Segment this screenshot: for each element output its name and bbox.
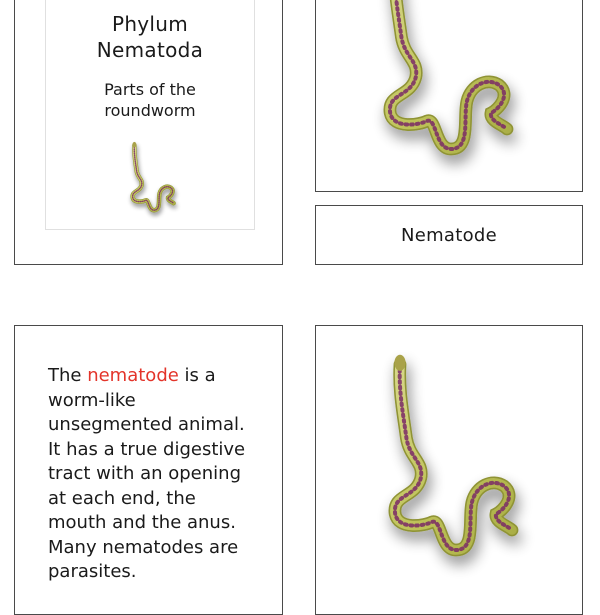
label-text: Nematode: [400, 224, 498, 246]
definition-prefix: The: [48, 365, 88, 386]
label-card: [315, 205, 583, 265]
cover-title: [46, 11, 254, 63]
cover-title-line2: Nematoda: [96, 38, 204, 62]
roundworm-small-icon: [124, 143, 184, 213]
roundworm-image-icon: [376, 358, 536, 558]
cover-subtitle: [46, 79, 254, 121]
definition-text: [48, 364, 253, 585]
cover-subtitle-line2: roundworm: [104, 101, 196, 120]
definition-body: is a worm-like unsegmented animal. It has a true digestive tract with an opening at each end, the mouth and the anus. Many nematodes are parasites.: [48, 365, 246, 582]
cover-subtitle-line1: Parts of the: [104, 80, 196, 99]
cover-title-line1: Phylum: [111, 12, 189, 36]
definition-card: [14, 325, 283, 615]
roundworm-image-icon: [371, 0, 531, 157]
picture-card: [315, 0, 583, 192]
cover-card: [14, 0, 283, 265]
cover-inner-panel: [45, 0, 255, 230]
definition-highlight-term: nematode: [87, 365, 179, 386]
control-picture-card: [315, 325, 583, 615]
